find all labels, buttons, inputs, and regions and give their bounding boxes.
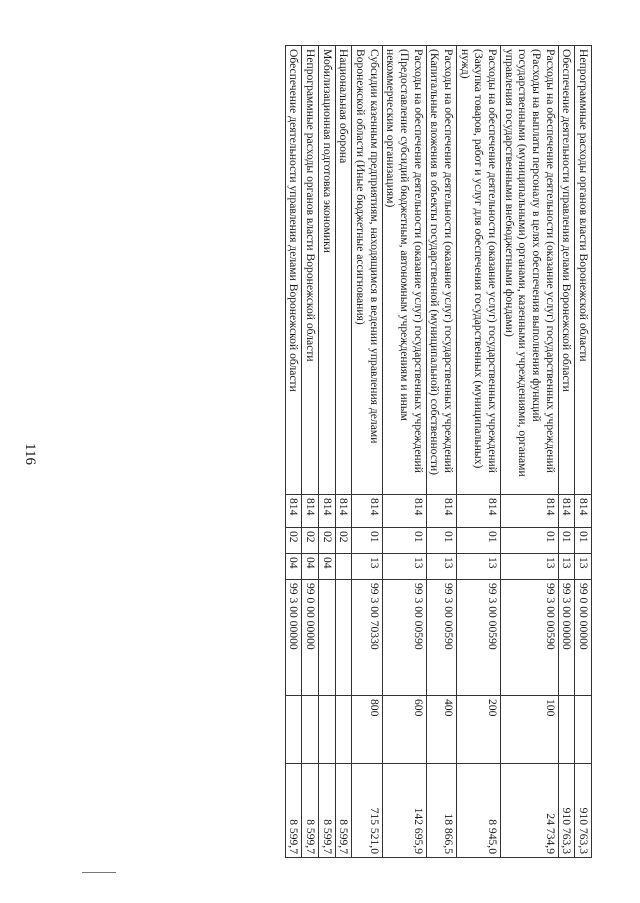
csr-code-cell bbox=[335, 580, 352, 696]
rz-code-cell: 02 bbox=[318, 528, 335, 554]
rz-code-cell: 02 bbox=[302, 528, 319, 554]
pr-code-cell: 13 bbox=[352, 554, 382, 580]
gr-code-cell: 814 bbox=[318, 495, 335, 528]
table-row bbox=[426, 46, 456, 858]
csr-code-cell: 99 3 00 00590 bbox=[382, 580, 426, 696]
amount-cell: 8 945,0 bbox=[456, 764, 500, 858]
table-row bbox=[285, 46, 302, 858]
scan-mark bbox=[82, 872, 116, 873]
pr-code-cell: 04 bbox=[302, 554, 319, 580]
expense-name-cell: Непрограммные расходы органов власти Воронежской области bbox=[302, 46, 319, 495]
expense-name-cell: Расходы на обеспечение деятельности (оказание услуг) государственных учреждений (Расходы на выплаты персоналу в целях обеспечения выполнения функций государственными (муниципальными) органами, казенными учреждениями, органами управления государственными внебюджетными фондами) bbox=[500, 46, 558, 495]
gr-code-cell: 814 bbox=[575, 495, 592, 528]
pr-code-cell: 13 bbox=[558, 554, 575, 580]
vr-code-cell bbox=[285, 696, 302, 764]
gr-code-cell: 814 bbox=[500, 495, 558, 528]
expense-name-cell: Расходы на обеспечение деятельности (оказание услуг) государственных учреждений (Предоставление субсидий бюджетным, автономным учреждениям и иным некоммерческим организациям) bbox=[382, 46, 426, 495]
vr-code-cell: 100 bbox=[500, 696, 558, 764]
csr-code-cell: 99 3 00 00000 bbox=[558, 580, 575, 696]
vr-code-cell bbox=[575, 696, 592, 764]
gr-code-cell: 814 bbox=[352, 495, 382, 528]
amount-cell: 8 599,7 bbox=[302, 764, 319, 858]
pr-code-cell: 13 bbox=[575, 554, 592, 580]
vr-code-cell: 800 bbox=[352, 696, 382, 764]
amount-cell: 142 695,9 bbox=[382, 764, 426, 858]
table-row bbox=[318, 46, 335, 858]
rz-code-cell: 01 bbox=[382, 528, 426, 554]
table-row bbox=[575, 46, 592, 858]
expense-name-cell: Субсидии казенным предприятиям, находящимся в ведении управления делами Воронежской области (Иные бюджетные ассигнования) bbox=[352, 46, 382, 495]
table-row bbox=[382, 46, 426, 858]
amount-cell: 8 599,7 bbox=[318, 764, 335, 858]
rz-code-cell: 02 bbox=[335, 528, 352, 554]
gr-code-cell: 814 bbox=[426, 495, 456, 528]
csr-code-cell: 99 3 00 00000 bbox=[285, 580, 302, 696]
pr-code-cell: 04 bbox=[318, 554, 335, 580]
expense-name-cell: Расходы на обеспечение деятельности (оказание услуг) государственных учреждений (Закупка товаров, работ и услуг для обеспечения государственных (муниципальных) нужд) bbox=[456, 46, 500, 495]
gr-code-cell: 814 bbox=[285, 495, 302, 528]
amount-cell: 8 599,7 bbox=[285, 764, 302, 858]
expense-name-cell: Непрограммные расходы органов власти Воронежской области bbox=[575, 46, 592, 495]
csr-code-cell: 99 3 00 70330 bbox=[352, 580, 382, 696]
csr-code-cell: 99 0 00 00000 bbox=[575, 580, 592, 696]
table-row bbox=[352, 46, 382, 858]
amount-cell: 715 521,0 bbox=[352, 764, 382, 858]
pr-code-cell: 13 bbox=[456, 554, 500, 580]
expense-name-cell: Мобилизационная подготовка экономики bbox=[318, 46, 335, 495]
vr-code-cell: 200 bbox=[456, 696, 500, 764]
page-number: 116 bbox=[22, 443, 38, 465]
gr-code-cell: 814 bbox=[335, 495, 352, 528]
pr-code-cell: 13 bbox=[426, 554, 456, 580]
amount-cell: 910 763,3 bbox=[575, 764, 592, 858]
expense-name-cell: Обеспечение деятельности управления делами Воронежской области bbox=[285, 46, 302, 495]
rz-code-cell: 01 bbox=[558, 528, 575, 554]
csr-code-cell: 99 3 00 00590 bbox=[456, 580, 500, 696]
table-row bbox=[335, 46, 352, 858]
rz-code-cell: 02 bbox=[285, 528, 302, 554]
rz-code-cell: 01 bbox=[500, 528, 558, 554]
expense-name-cell: Обеспечение деятельности управления делами Воронежской области bbox=[558, 46, 575, 495]
expense-name-cell: Национальная оборона bbox=[335, 46, 352, 495]
csr-code-cell: 99 3 00 00590 bbox=[500, 580, 558, 696]
budget-table-wrapper bbox=[112, 45, 592, 857]
amount-cell: 910 763,3 bbox=[558, 764, 575, 858]
vr-code-cell bbox=[302, 696, 319, 764]
budget-table bbox=[285, 45, 592, 858]
amount-cell: 24 734,9 bbox=[500, 764, 558, 858]
rz-code-cell: 01 bbox=[426, 528, 456, 554]
table-row bbox=[456, 46, 500, 858]
gr-code-cell: 814 bbox=[382, 495, 426, 528]
vr-code-cell bbox=[318, 696, 335, 764]
table-row bbox=[500, 46, 558, 858]
pr-code-cell: 13 bbox=[382, 554, 426, 580]
rz-code-cell: 01 bbox=[352, 528, 382, 554]
vr-code-cell bbox=[558, 696, 575, 764]
table-row bbox=[302, 46, 319, 858]
csr-code-cell: 99 0 00 00000 bbox=[302, 580, 319, 696]
vr-code-cell bbox=[335, 696, 352, 764]
vr-code-cell: 600 bbox=[382, 696, 426, 764]
pr-code-cell: 13 bbox=[500, 554, 558, 580]
gr-code-cell: 814 bbox=[558, 495, 575, 528]
vr-code-cell: 400 bbox=[426, 696, 456, 764]
gr-code-cell: 814 bbox=[302, 495, 319, 528]
pr-code-cell: 04 bbox=[285, 554, 302, 580]
csr-code-cell: 99 3 00 00590 bbox=[426, 580, 456, 696]
csr-code-cell bbox=[318, 580, 335, 696]
table-row bbox=[558, 46, 575, 858]
amount-cell: 8 599,7 bbox=[335, 764, 352, 858]
expense-name-cell: Расходы на обеспечение деятельности (оказание услуг) государственных учреждений (Капитальные вложения в объекты государственной (муниципальной) собственности) bbox=[426, 46, 456, 495]
pr-code-cell bbox=[335, 554, 352, 580]
amount-cell: 18 866,5 bbox=[426, 764, 456, 858]
rz-code-cell: 01 bbox=[575, 528, 592, 554]
rz-code-cell: 01 bbox=[456, 528, 500, 554]
gr-code-cell: 814 bbox=[456, 495, 500, 528]
